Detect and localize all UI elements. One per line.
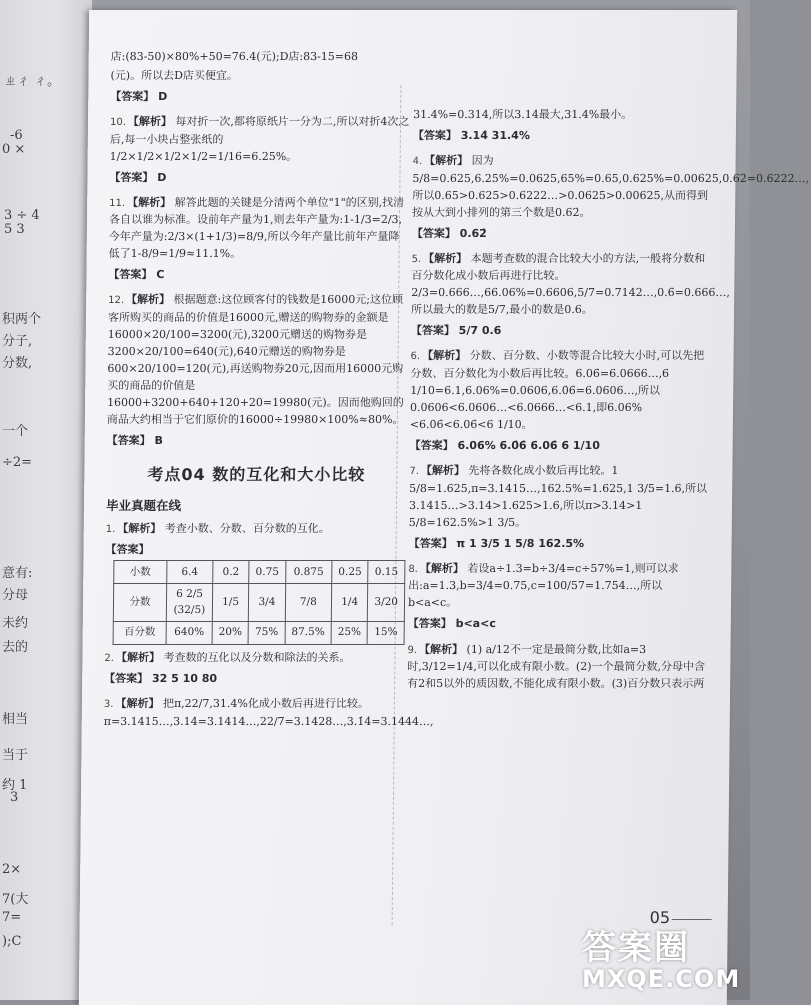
table-cell: 0.2: [213, 561, 250, 584]
analysis-text: 先将各数化成小数后再比较。1 5/8=1.625,π=3.1415…,162.5%=1.625,1 3/5=1.6,所以3.1415…>3.14>1.625>1.6,所以π>3.14>1 5/8=162.5%>1 3/5。: [408, 464, 708, 529]
answer-value: 32 5 10 80: [151, 672, 218, 686]
answer-line: [412, 225, 712, 242]
row-label: 分数: [113, 584, 166, 622]
conversion-table: [113, 560, 406, 645]
answer-line: [410, 437, 710, 454]
left-fragment: ÷2=: [2, 455, 33, 470]
question-1: [106, 520, 406, 538]
table-cell: 6 2/5 (32/5): [166, 584, 212, 622]
answer-page: [79, 10, 810, 1005]
answer-line: [408, 615, 708, 632]
analysis-text: 考查小数、分数、百分数的互化。: [164, 521, 330, 535]
table-cell: 3/20: [368, 584, 405, 622]
table-cell: 640%: [166, 621, 212, 644]
left-fragment: 2×: [2, 862, 22, 877]
text-line: 店:(83-50)×80%+50=76.4(元);D店:83-15=68: [110, 50, 359, 63]
table-cell: 15%: [367, 621, 404, 644]
question-number: 9.: [407, 644, 418, 656]
left-fragment: 约 1: [2, 778, 28, 793]
left-fragment: 一个: [2, 424, 29, 439]
left-fragment: 分数,: [2, 356, 33, 371]
left-fragment: 当于: [2, 748, 29, 763]
table-row: [113, 621, 404, 644]
analysis-label: 【解析】: [127, 115, 173, 129]
table-cell: 0.25: [332, 561, 369, 584]
answer-line: [110, 88, 410, 105]
subsection-title: 毕业真题在线: [105, 498, 182, 514]
answer-line: [107, 432, 407, 449]
analysis-text: 把π,22/7,31.4%化成小数后再进行比较。π=3.1415…,3.14̇=3.1414…,22/7=3.1428…,3.1̇4̇=3.1444…,: [103, 697, 434, 728]
question-number: 11.: [109, 197, 126, 209]
left-fragment: 意有:: [2, 566, 33, 581]
watermark-logo: 答案圈: [582, 928, 690, 968]
question-2: [104, 649, 404, 667]
analysis-label: 【解析】: [115, 697, 160, 711]
answer-label: 【答案】: [408, 536, 453, 550]
analysis-text: 若设a÷1.3=b÷3/4=c÷57%=1,则可以求出:a=1.3,b=3/4=0.75,c=100/57=1.754…,所以b<a<c。: [407, 561, 679, 610]
left-fragment: 5 3: [4, 222, 25, 237]
table-cell: 1/5: [212, 584, 249, 622]
table-cell: 3/4: [249, 584, 286, 622]
table-cell: 1/4: [331, 584, 368, 622]
analysis-label: 【解析】: [115, 650, 161, 664]
analysis-text: 考查数的互化以及分数和除法的关系。: [163, 650, 351, 664]
analysis-label: 【解析】: [420, 464, 466, 478]
row-label: 百分数: [113, 621, 166, 644]
question-number: 12.: [108, 295, 125, 307]
analysis-label: 【解析】: [422, 349, 467, 363]
table-cell: 6.4: [167, 561, 213, 584]
question-number: 1.: [105, 523, 116, 535]
answer-label: 【答案】: [409, 439, 454, 453]
question-6: [410, 347, 711, 433]
answer-label: 【答案】: [410, 324, 455, 338]
table-cell: 75%: [248, 621, 285, 644]
text-line: 31.4%=0.314,所以3.14̇最大,31.4%最小。: [413, 108, 633, 121]
analysis-text: 每对折一次,都将原纸片一分为二,所以对折4次之后,每一小块占整张纸的 1/2×1/2×1/2×1/2=1/16=6.25%。: [109, 115, 410, 163]
right-column: [407, 106, 810, 694]
answer-value: 5/7 0.6: [458, 324, 502, 338]
left-fragment: 7=: [2, 910, 22, 925]
question-number: 7.: [409, 466, 419, 478]
table-cell: 0.75: [249, 561, 286, 584]
analysis-text: 解答此题的关键是分清两个单位"1"的区别,找清各自以谁为标准。设前年产量为1,则去年产量为:1-1/3=2/3,今年产量为:2/3×(1+1/3)=8/9,所以今年产量比前年产量降低了1-8/9=1/9≈11.1%。: [108, 195, 405, 261]
left-column: [103, 48, 434, 732]
answer-line: [104, 670, 404, 687]
question-4: [412, 152, 810, 221]
watermark-url: MXQE.COM: [582, 965, 741, 993]
left-fragment: -6: [10, 128, 23, 143]
left-fragment: 7(大: [2, 892, 29, 907]
answer-value: 6.06% 6.0̇6̇ 6.06̇ 6 1/10: [457, 439, 600, 453]
answer-value: D: [158, 90, 168, 104]
left-fragment: 分母: [2, 588, 29, 603]
text-line: (元)。所以去D店买便宜。: [110, 69, 238, 83]
left-fragment: 去的: [2, 640, 29, 655]
answer-value: C: [156, 268, 165, 282]
answer-label: 【答案】: [109, 170, 154, 184]
answer-value: 0.62̇: [459, 226, 487, 240]
question-3: [103, 695, 434, 730]
answer-line: [411, 322, 711, 339]
answer-label: 【答案】: [106, 434, 151, 448]
left-fragment: 积两个: [2, 312, 42, 327]
table-row: [114, 561, 405, 584]
table-cell: 7/8: [285, 584, 332, 622]
table-cell: 25%: [331, 621, 368, 644]
row-label: 小数: [114, 561, 167, 584]
left-fragment: 相当: [2, 712, 29, 727]
answer-label: 【答案】: [411, 226, 456, 240]
analysis-label: 【解析】: [127, 195, 172, 209]
question-9: [407, 641, 708, 693]
left-fragment: 分子,: [2, 334, 33, 349]
left-fragment: 3: [10, 790, 19, 805]
question-number: 4.: [412, 156, 423, 168]
answer-label: 【答案】: [110, 90, 155, 104]
answer-label: 【答案】: [105, 543, 150, 557]
left-fragment: 未约: [2, 616, 29, 631]
question-number: 2.: [104, 652, 115, 664]
answer-label: 【答案】: [104, 672, 149, 686]
analysis-label: 【解析】: [117, 521, 162, 535]
answer-line: [108, 266, 408, 283]
answer-line: [109, 169, 409, 186]
analysis-label: 【解析】: [423, 251, 468, 265]
analysis-text: 本题考查数的混合比较大小的方法,一般将分数和百分数化成小数后再进行比较。2/3=0.666…,66.06%=0.6606,5/7=0.7142…,0.6̇=0.666…,所以最大的数是5/7,最小的数是0.6。: [411, 251, 730, 317]
answer-line: [413, 127, 713, 144]
question-number: 5.: [411, 253, 422, 265]
question-number: 6.: [410, 351, 421, 363]
analysis-text: 因为5/8=0.625,6.25%=0.0625,65%=0.65,0.625%=0.00625,0.62̇=0.6222…,所以0.65>0.625>0.6222…>0.0625>0.00625,从而得到按从大到小排列的第三个数是0.62̇。: [412, 154, 810, 219]
answer-value: 3.14̇ 31.4%: [460, 129, 530, 143]
analysis-text: 分数、百分数、小数等混合比较大小时,可以先把分数、百分数化为小数后再比较。6.06̇=6.0666…,6 1/10=6.1,6.06%=0.0606,6.0̇6̇=6.0606…,所以0.0606<6.0606…<6.0666…<6.1,即6.06%<6.0̇6̇<6.06̇<6 1/10。: [409, 349, 705, 432]
analysis-text: 根据题意:这位顾客付的钱数是16000元;这位顾客所购买的商品的价值是16000元,赠送的购物券的金额是16000×20/100=3200(元),3200元赠送的购物券是3200×20/100=640(元),640元赠送的购物券是600×20/100=120(元),再送购物券20元,因而用16000元购买的商品的价值是16000+3200+640+120+20=19980(元)。因而他购回的商品大约相当于它们原价的16000÷19980×100%≈80%。: [106, 293, 404, 427]
answer-value: D: [157, 170, 167, 184]
question-8: [408, 560, 709, 612]
table-cell: 0.875: [285, 561, 332, 584]
question-number: 8.: [408, 563, 418, 575]
question-number: 10.: [109, 117, 126, 129]
left-fragment: 3 ÷ 4: [4, 208, 40, 223]
analysis-text: (1) a/12不一定是最简分数,比如a=3时,3/12=1/4,可以化成有限小数。(2)一个最简分数,分母中含有2和5以外的质因数,不能化成有限小数。(3)百分数只表示两: [407, 642, 706, 691]
analysis-label: 【解析】: [419, 561, 464, 575]
analysis-label: 【解析】: [418, 642, 464, 656]
answer-value: π 1 3/5 1 5/8 162.5%: [456, 536, 585, 550]
table-cell: 87.5%: [285, 621, 332, 644]
left-fragment: 0 ×: [2, 142, 26, 157]
answer-label: 【答案】: [412, 129, 457, 143]
analysis-label: 【解析】: [424, 154, 469, 168]
question-10: [110, 113, 411, 165]
left-fragment: );C: [2, 934, 22, 949]
left-page-edge: [0, 0, 92, 1000]
analysis-label: 【解析】: [126, 293, 171, 307]
table-cell: 20%: [212, 621, 249, 644]
answer-value: B: [154, 434, 164, 448]
answer-label: 【答案】: [407, 617, 452, 631]
question-12: [107, 291, 408, 428]
answer-label: 【答案】: [108, 268, 153, 282]
table-cell: 0.15: [368, 561, 405, 584]
table-row: [113, 584, 404, 622]
watermark: [582, 920, 742, 998]
question-5: [411, 250, 730, 319]
left-fragment: ㄓㄔ ㄔ。: [4, 74, 61, 89]
page-number: 05: [649, 908, 671, 927]
answer-line: [409, 535, 709, 552]
question-11: [109, 194, 410, 263]
section-title: 考点04 数的互化和大小比较: [147, 465, 366, 485]
question-number: 3.: [103, 699, 114, 711]
answer-value: b<a<c: [455, 617, 496, 631]
question-7: [409, 462, 710, 531]
